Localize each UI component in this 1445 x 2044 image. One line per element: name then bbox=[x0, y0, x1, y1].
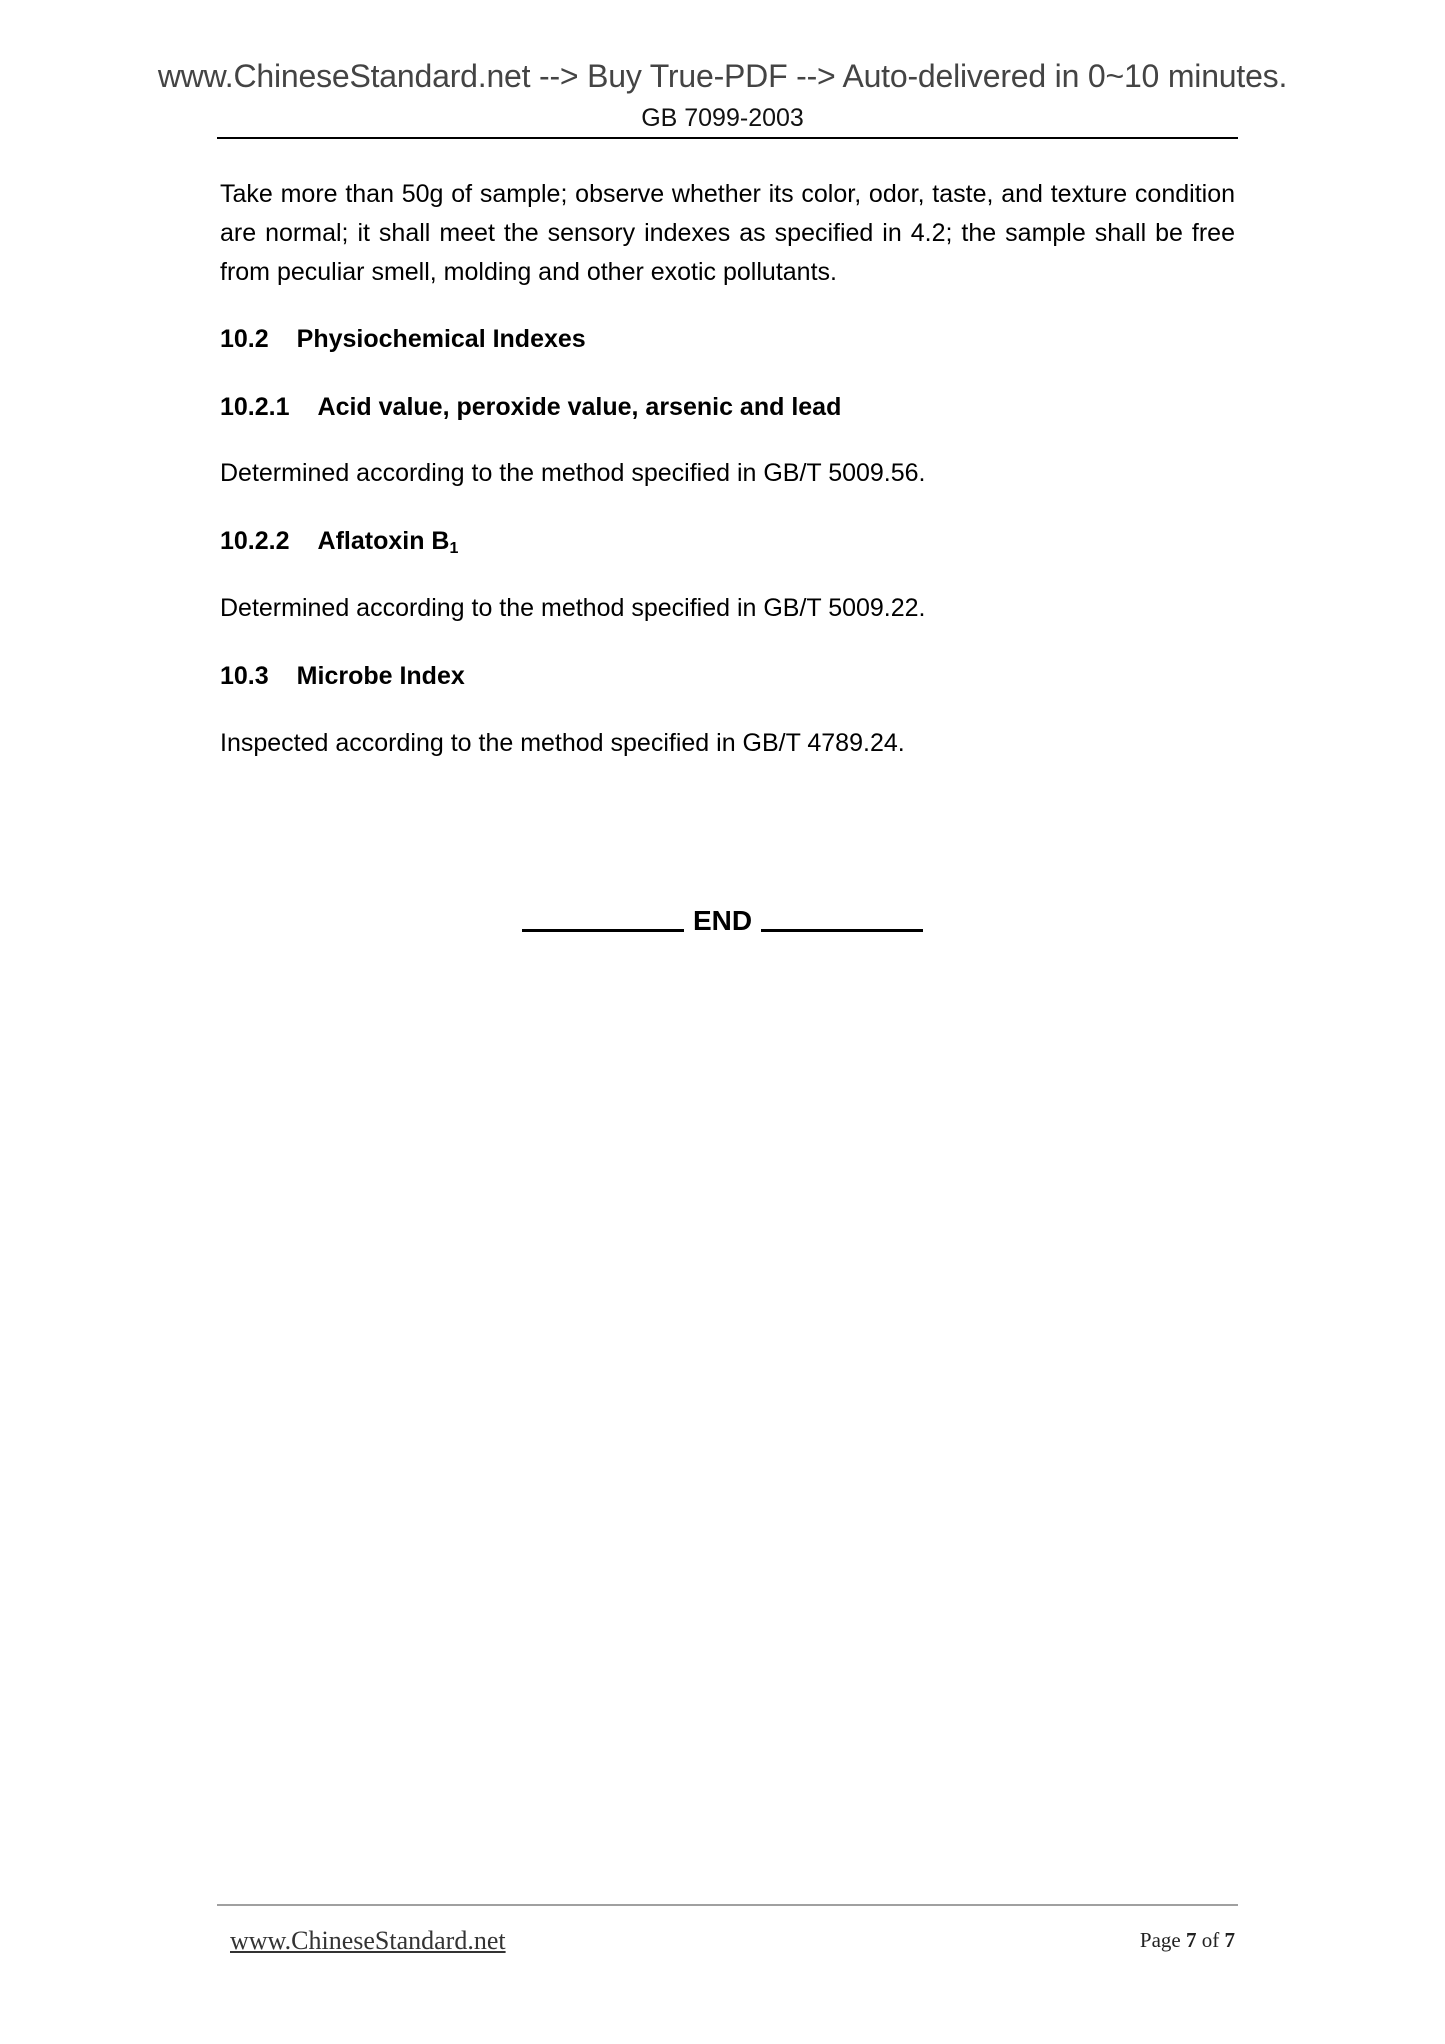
page-number bbox=[1140, 1928, 1235, 1953]
end-label: END bbox=[692, 905, 753, 936]
section-title: Physiochemical Indexes bbox=[296, 325, 586, 353]
section-title: Microbe Index bbox=[296, 662, 465, 690]
section-heading-10-2 bbox=[220, 324, 586, 354]
end-rule-left bbox=[522, 929, 684, 932]
header-banner: www.ChineseStandard.net --> Buy True-PDF --> Auto-delivered in 0~10 minutes. bbox=[157, 58, 1288, 94]
document-id: GB 7099-2003 bbox=[641, 104, 804, 132]
section-heading-10-2-1 bbox=[220, 392, 841, 422]
page-label: Page bbox=[1139, 1928, 1181, 1952]
end-marker bbox=[0, 905, 1445, 937]
end-rule-right bbox=[761, 929, 923, 932]
section-number: 10.2.1 bbox=[220, 393, 290, 421]
section-text-10-2-1: Determined according to the method specified in GB/T 5009.56. bbox=[220, 459, 926, 487]
section-text-10-3: Inspected according to the method specified in GB/T 4789.24. bbox=[220, 729, 905, 757]
section-number: 10.2.2 bbox=[220, 527, 290, 555]
footer-website-link[interactable]: www.ChineseStandard.net bbox=[230, 1926, 506, 1955]
footer-divider bbox=[217, 1904, 1238, 1906]
section-text-10-2-2: Determined according to the method specified in GB/T 5009.22. bbox=[220, 594, 926, 622]
page-current: 7 bbox=[1186, 1928, 1197, 1952]
section-number: 10.3 bbox=[220, 662, 269, 690]
page-total: 7 bbox=[1224, 1928, 1235, 1952]
section-heading-10-3 bbox=[220, 661, 465, 691]
section-number: 10.2 bbox=[220, 325, 269, 353]
section-title-subscript: 1 bbox=[449, 540, 459, 557]
section-heading-10-2-2 bbox=[220, 526, 458, 564]
section-title: Acid value, peroxide value, arsenic and lead bbox=[317, 393, 842, 421]
section-title: Aflatoxin B bbox=[317, 527, 450, 555]
intro-paragraph: Take more than 50g of sample; observe whether its color, odor, taste, and texture condition are normal; it shall meet the sensory indexes as specified in 4.2; the sample shall be free from peculiar smell, molding and other exotic pollutants. bbox=[220, 180, 1235, 286]
page-of: of bbox=[1201, 1928, 1220, 1952]
header-divider bbox=[217, 137, 1238, 139]
